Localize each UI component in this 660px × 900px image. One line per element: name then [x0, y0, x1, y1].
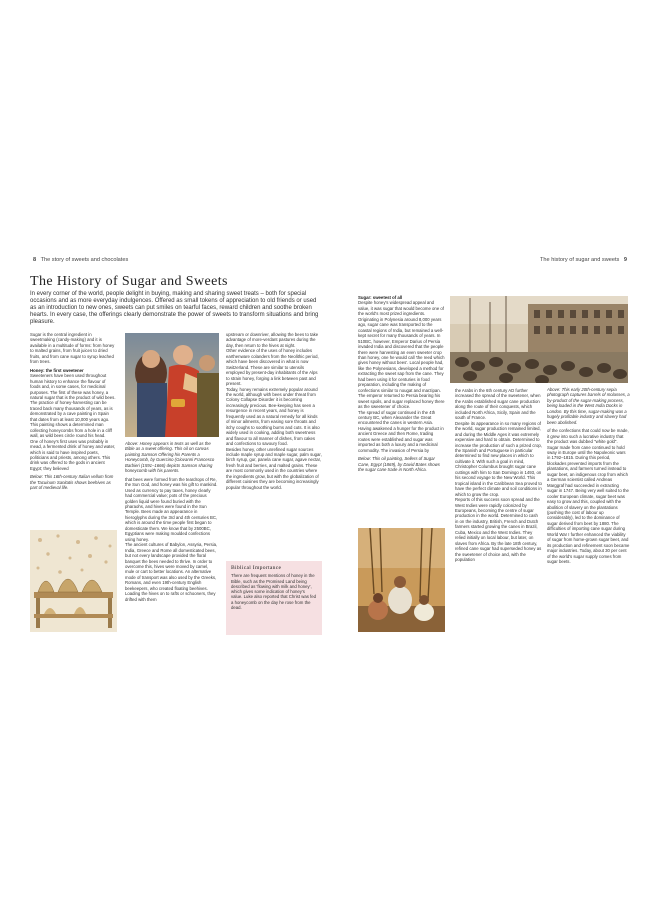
body-paragraph: Today, honey remains extremely popular around the world, although with bees under threat from Colony Collapse Disorder it is becoming increasingly precious. Bee-keeping has seen a resurgence in recent years, and honey is frequently used as a natural remedy for all kinds of minor ailments, from easing sore throats and itchy coughs to soothing burns and cuts. It is also widely used in cooking, adding both sweetness and flavour to all manner of dishes, from cakes and confections to savoury food.: [226, 386, 320, 447]
column-4: [358, 295, 446, 523]
body-paragraph: upstream or downriver, allowing the bees to take advantage of more-verdant pastures during the day, then return to the hives at night.: [226, 332, 319, 348]
section-heading: Honey: the first sweetener: [30, 367, 84, 373]
intro-paragraph: In every corner of the world, people delight in buying, making and sharing sweet treats – both for special occasions and as more everyday indulgences. Offered as small tokens of appreciation to old friends or used as an introduction to new ones, sweets can put smiles on tearful faces, reward children and soothe broken hearts. In every case, the offerings clearly demonstrate the power of sweets to transform situations and bring pleasure.: [30, 291, 319, 326]
beehive-illustration: [30, 530, 117, 632]
left-page-number: 8: [33, 257, 37, 263]
column-6: [547, 387, 630, 641]
body-paragraph: The spread of sugar continued in the 4th century BC, when Alexander the Great encountered the canes in western Asia. Having awakened a hunger for the product in ancient Greece and then Rome, trading routes were established and sugar was imported as both a luxury and a medicinal commodity. The invasion of Persia by: [358, 409, 444, 453]
body-paragraph: the Arabs in the 6th century AD further increased the spread of the sweetener, when the Arabs established sugar cane production along the route of their conquests, which included North Africa, Sicily, Spain and the south of France.: [455, 388, 541, 421]
section-heading: Sugar: sweetest of all: [358, 295, 403, 300]
body-paragraph: that bees were formed from the teardrops of Re, the Sun God, and honey was his gift to mankind. Used as currency to pay taxes, honey clearly had commercial value; pots of the precious golden liquid were found buried with the pharaohs, and hives were found in the Sun Temple. Bees made an appearance in hieroglyphs during the 3rd and 4th centuries BC, which is around the time people first began to domesticate them. We know that by 2500BC, Egyptians were making moulded confections using honey.: [125, 476, 218, 542]
body-paragraph: Sugar made from cane continued to hold sway in Europe until the Napoleonic wars in 1792–1815. During this period, blockades prevented imports from the plantations, and farmers turned instead to sugar beet, an indigenous crop from which a German scientist called Andreas Marggraf had succeeded in extracting sugar in 1747. Being very well suited to the cooler European climate, sugar beet was easy to grow and this, coupled with the abolition of slavery on the plantations (pushing the cost of labour up considerably), led to the dominance of sugar derived from beet by 1880. The difficulties of importing cane sugar during World War I further enhanced the viability of sugar from home-grown sugar beet, and its production and refinement soon became major industries. Today, about 30 per cent of the world's sugar supply comes from sugar beets.: [547, 444, 630, 565]
docks-photograph: [450, 296, 628, 383]
image-caption: Below: This 16th-century Italian vellum from the Tacuinum Sanitatis shows beehives as part of medieval life.: [30, 474, 114, 491]
samson-painting: [125, 333, 219, 437]
left-running-head: The story of sweets and chocolates: [40, 257, 129, 263]
chapter-title: The History of Sugar and Sweets: [30, 274, 228, 289]
body-paragraph: Sugar is the central ingredient in sweetmaking (candy-making) and it is available in a multitude of forms: from honey to malted grains, from fruit juices to dried fruits, and from cane sugar to syrup leached from trees.: [30, 332, 115, 365]
body-paragraph: Despite its appearance in so many regions of the world, sugar production remained limited, and during the Middle Ages it was extremely expensive and hard to obtain. Determined to increase the production of such a prized crop, the Spanish and Portuguese in particular determined to find new places in which to cultivate it. With such a goal in mind, Christopher Columbus brought sugar cane cuttings with him to San Domingo in 1493, on his second voyage to the New World. This tropical island in the Caribbean Sea proved to have the perfect climate and soil conditions in which to grow the crop.: [455, 420, 542, 497]
column-5: [455, 388, 542, 640]
sidebar-title: Biblical Importance: [231, 565, 282, 571]
body-paragraph: Other evidence of the uses of honey includes earthenware colanders from the Neolithic period, which have been discovered in what is now Switzerland. These are similar to utensils employed by present-day inhabitants of the Alps to strain honey, forging a link between past and present.: [226, 348, 319, 387]
image-caption: Above: This early 20th-century sepia photograph captures barrels of molasses, a by-product of the sugar-making process, being loaded in the West India Docks in London. By this time, sugar-making was a hugely profitable industry and slavery had been abolished.: [547, 387, 630, 425]
column-2: [125, 441, 218, 641]
body-paragraph: Despite honey's widespread appeal and value, it was sugar that would become one of the world's most prized ingredients. Originating in Polynesia around 8,000 years ago, sugar cane was transported to the coastal regions of India, but remained a well-kept secret for many thousands of years. In 510BC, however, Emperor Darius of Persia invaded India and discovered that the people there were harvesting an even sweeter crop than honey, one he would call 'the reed which gives honey without bees'. Local people had, like the Polynesians, developed a method for extracting the sweet sap from the cane. They had been using it for centuries in food preparation, including the making of confections similar to nougat and marzipan. The emperor returned to Persia bearing his sweet spoils, and sugar replaced honey there as the sweetener of choice.: [358, 300, 445, 410]
body-paragraph: Reports of this success soon spread and the West Indies were rapidly colonized by Europeans, becoming the centre of sugar production in the world. Determined to cash in on the industry, British, French and Dutch farmers started growing the canes in Brazil, Cuba, Mexico and the West Indies. They relied initially on local labour, but later, on slaves from Africa. By the late 18th century, refined cane sugar had superseded honey as the sweetener of choice and, with the population: [455, 497, 542, 563]
image-caption: Above: Honey appears in texts as well as the Bible as a sweet offering. This oil on canvas painting Samson Offering his Parents a Honeycomb, by Guercino (Giovanni Francesco Barbieri (1591–1666) depicts Samson sharing honeycomb with his parents.: [125, 441, 215, 474]
book-spread: [30, 257, 630, 643]
body-paragraph: Sweeteners have been used throughout human history to enhance the flavour of foods and, in some cases, for medicinal purposes. The first of these was honey, a natural sugar that is the product of wild bees. The practice of honey-harvesting can be traced back many thousands of years, as is demonstrated by a cave painting in Spain that dates from at least 10,000 years ago. This painting shows a determined man collecting honeycombs from a hole in a cliff wall, as wild bees circle round his head.: [30, 373, 116, 439]
column-3: [226, 332, 322, 558]
image-caption: Below: This oil painting, Sellers of Sugar Cane, Egypt (1869), by David Bates shows the sugar cane trade in North Africa.: [358, 456, 440, 473]
left-folio: [30, 257, 128, 263]
body-paragraph: The ancient cultures of Babylon, Assyria, Persia, India, Greece and Rome all domesticated bees, but not every landscape provided the floral banquet the bees needed to thrive. In order to overcome this, hives were moved by camel, mule or cart to better locations. An alternative mode of transport was also used by the Greeks, Romans, and even 19th-century English beekeepers, who created floating beehives. Loading the hives on to rafts or schooners, they drifted with them: [125, 542, 218, 602]
sugar-cane-painting: [358, 528, 445, 632]
right-page-number: 9: [623, 257, 627, 263]
sidebar-text: There are frequent mentions of honey in the Bible, such as the Promised Land being described as 'flowing with milk and honey', which gives some indication of honey's value. Luke also reported that Christ was fed a honeycomb on the day he rose from the dead.: [231, 573, 317, 611]
body-paragraph: of the confections that could now be made, it grew into such a lucrative industry that the product was dubbed "white gold".: [547, 428, 629, 445]
body-paragraph: One of honey's first uses was probably in mead, a fermented drink of honey and water, which is said to have inspired poets, politicians and priests, among others. This drink was offered to the gods in ancient Egypt; they believed: [30, 438, 116, 471]
right-folio: [540, 257, 630, 263]
column-1: [30, 332, 116, 528]
body-paragraph: Besides honey, other unrefined sugar sources include maple syrup and maple sugar, palm sugar, birch syrup, gur, panela cane sugar, agave nectar, fresh fruit and berries, and malted grains. These are most commonly used in the countries where the ingredients grow, but with the globalization of different cuisines they are becoming increasingly popular throughout the world.: [226, 446, 322, 490]
sidebar-box: [226, 561, 322, 635]
right-running-head: The history of sugar and sweets: [540, 257, 620, 263]
